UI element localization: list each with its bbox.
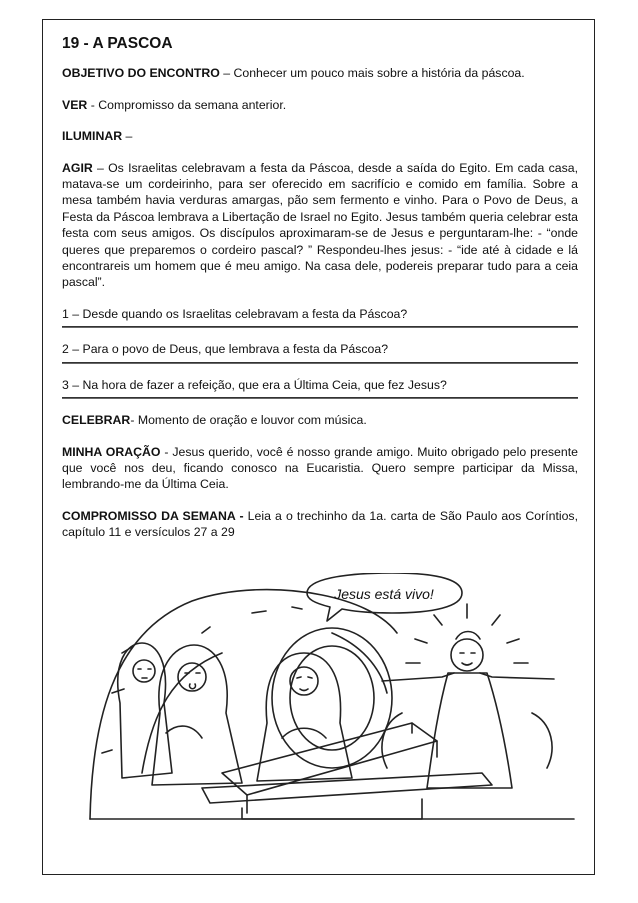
objetivo-text: – Conhecer um pouco mais sobre a história da páscoa.: [219, 66, 525, 81]
ver-text: - Compromisso da semana anterior.: [87, 97, 287, 112]
question-3: 3 – Na hora de fazer a refeição, que era a Última Ceia, que fez Jesus?: [62, 377, 447, 392]
answer-line-2[interactable]: [62, 362, 578, 364]
compromisso-label: COMPROMISSO DA SEMANA -: [62, 508, 244, 523]
rock-texture: [102, 607, 302, 753]
iluminar-section: [62, 128, 578, 144]
ver-section: [62, 97, 578, 113]
celebrar-label: CELEBRAR: [62, 413, 131, 428]
cave-outline: [90, 590, 397, 819]
angel-figure: [382, 604, 554, 788]
celebrar-section: [62, 412, 578, 428]
compromisso-section: [62, 508, 578, 541]
oracao-section: [62, 444, 578, 493]
agir-text: – Os Israelitas celebravam a festa da Páscoa, desde a saída do Egito. Em cada casa, matava-se um cordeirinho, para ser oferecido em sacrifício e comido em família. Sobre a mesa também havia verduras amargas, pão sem fermento e vinho. Para o Povo de Deus, a Festa da Páscoa lembrava a Libertação de Israel no Egito. Jesus também queria celebrar esta festa com seus amigos. Os discípulos aproximaram-se de Jesus e perguntaram-lhe: - “onde queres que preparemos o cordeiro pascal? ” Respondeu-lhes jesus: - “ide até à cidade e lá encontrareis um homem que é meu amigo. Na casa dele, podereis preparar tudo para a ceia pascal”.: [62, 160, 578, 290]
question-1: 1 – Desde quando os Israelitas celebravam a festa da Páscoa?: [62, 306, 408, 321]
compromisso-text: Leia a o trechinho da 1a. carta de São Paulo aos Coríntios, capítulo 11 e versículos 27 a 29: [62, 508, 578, 540]
cave-inner: [142, 633, 387, 773]
agir-section: [62, 160, 578, 291]
iluminar-label: ILUMINAR: [62, 129, 123, 144]
objetivo-label: OBJETIVO DO ENCONTRO: [62, 66, 220, 81]
question-2: 2 – Para o povo de Deus, que lembrava a festa da Páscoa?: [62, 342, 389, 357]
celebrar-text: - Momento de oração e louvor com música.: [130, 413, 367, 428]
oracao-label: MINHA ORAÇÃO: [62, 444, 161, 459]
speech-bubble-text: Jesus está vivo!: [334, 586, 434, 602]
ver-label: VER: [62, 97, 88, 112]
tomb-slab: [202, 723, 492, 819]
worksheet-content: [62, 36, 578, 556]
agir-label: AGIR: [62, 160, 93, 175]
iluminar-text: –: [122, 129, 133, 144]
page-title: 19 - A PASCOA: [62, 35, 173, 52]
answer-line-1[interactable]: [62, 326, 578, 328]
resurrection-illustration: [82, 573, 582, 821]
woman-figure-3: [257, 653, 352, 781]
answer-line-3[interactable]: [62, 397, 578, 399]
oracao-text: - Jesus querido, você é nosso grande amigo. Muito obrigado pelo presente que você nos deu, ficando conosco na Eucaristia. Quero sempre participar da Missa, lembrando-me da Última Ceia.: [62, 444, 578, 492]
tomb-stone-inner: [290, 646, 374, 750]
objetivo-section: [62, 65, 578, 81]
